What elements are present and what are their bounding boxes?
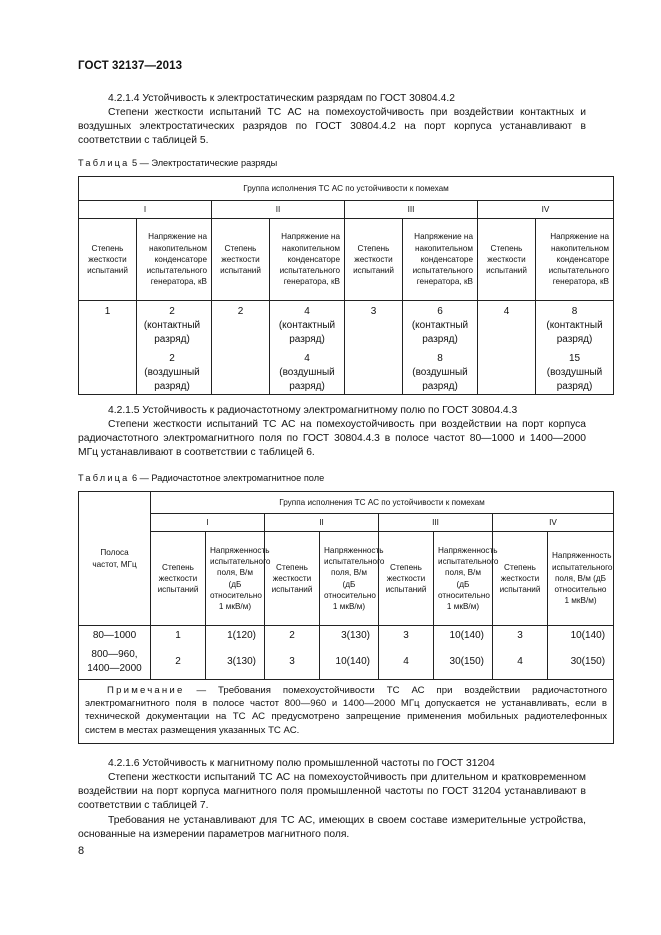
table5-col-voltage-2: Напряжение на накопительном конденсаторе испытательного генератора, кВ bbox=[270, 219, 345, 301]
page-number: 8 bbox=[78, 845, 85, 857]
table6-caption-rest: 6 — Радиочастотное электромагнитное поле bbox=[129, 473, 325, 483]
table6-group-ii: II bbox=[265, 514, 379, 532]
table6-cell: 2 bbox=[151, 646, 206, 680]
document-header: ГОСТ 32137—2013 bbox=[78, 60, 183, 72]
section-4215-title: 4.2.1.5 Устойчивость к радиочастотному электромагнитному полю по ГОСТ 30804.4.3 bbox=[108, 405, 518, 416]
table6-cell: 2 bbox=[265, 626, 320, 646]
table6-cell: 10(140) bbox=[320, 646, 379, 680]
table5-degree: 1 bbox=[79, 301, 137, 395]
section-4215-text: Степени жесткости испытаний ТС АС на помехоустойчивость при воздействии на порт корпуса радиочастотного электромагнитного поля по ГОСТ 30804.4.3 в полосе частот 80—1000 и 1400—2000 МГц устанавливают в соответствии с таблицей 6. bbox=[78, 419, 586, 459]
table6-group-header: Группа исполнения ТС АС по устойчивости к помехам bbox=[151, 492, 614, 514]
table5-col-voltage-1: Напряжение на накопительном конденсаторе испытательного генератора, кВ bbox=[137, 219, 212, 301]
table6-col-degree-4: Степень жесткости испытаний bbox=[493, 532, 548, 626]
table6-cell: 3 bbox=[379, 626, 434, 646]
table6-cell: 10(140) bbox=[548, 626, 614, 646]
table6-cell: 30(150) bbox=[548, 646, 614, 680]
air-value: 15 bbox=[568, 352, 581, 364]
air-value: 2 bbox=[169, 352, 175, 364]
table6-note bbox=[79, 680, 614, 744]
table5-group-i: I bbox=[79, 201, 212, 219]
contact-label: (контактный разряд) bbox=[411, 320, 469, 346]
table5-caption bbox=[78, 158, 277, 168]
section-4214-text: Степени жесткости испытаний ТС АС на помехоустойчивость при воздействии контактных и воздушных электростатических разрядов по ГОСТ 30804.4.2 на порт корпуса устанавливают в соответствии с таблицей 5. bbox=[78, 107, 586, 147]
table6-row-band: 800—960, 1400—2000 bbox=[79, 646, 151, 680]
table5-voltage-cell bbox=[403, 301, 478, 395]
table5-caption-rest: 5 — Электростатические разряды bbox=[129, 158, 278, 168]
air-label: (воздушный разряд) bbox=[144, 366, 200, 393]
table6 bbox=[78, 491, 614, 744]
table5-degree: 2 bbox=[212, 301, 270, 395]
table5-voltage-cell bbox=[536, 301, 614, 395]
table5-caption-word: Таблица bbox=[78, 158, 130, 168]
table6-caption bbox=[78, 473, 324, 483]
table5-degree: 3 bbox=[345, 301, 403, 395]
table5-voltage-cell bbox=[137, 301, 212, 395]
table5-group-iii: III bbox=[345, 201, 478, 219]
contact-value: 8 bbox=[571, 306, 578, 317]
table6-col-degree-2: Степень жесткости испытаний bbox=[265, 532, 320, 626]
table6-note-text: — Требования помехоустойчивости ТС АС при воздействии радиочастотного электромагнитного поля в полосе частот 800—960 и 1400—2000 МГц допускается не устанавливать, если в технической документации на ТС АС предусмотрено запрещение применения мобильных радиотелефонных систем в местах размещения указанных ТС АС. bbox=[85, 685, 608, 736]
table6-col-degree-3: Степень жесткости испытаний bbox=[379, 532, 434, 626]
contact-value: 4 bbox=[304, 306, 310, 317]
contact-label: (контактный разряд) bbox=[278, 320, 336, 346]
table5-col-voltage-3: Напряжение на накопительном конденсаторе испытательного генератора, кВ bbox=[403, 219, 478, 301]
table5-group-iv: IV bbox=[478, 201, 614, 219]
table6-cell: 4 bbox=[379, 646, 434, 680]
contact-value: 2 bbox=[169, 306, 175, 317]
table6-band-header: Полоса частот, МГц bbox=[79, 492, 151, 626]
table6-col-strength-3: Напряженность испытательного поля, В/м (дБ относительно 1 мкВ/м) bbox=[434, 532, 493, 626]
table5-col-degree-1: Степень жесткости испытаний bbox=[79, 219, 137, 301]
table6-cell: 10(140) bbox=[434, 626, 493, 646]
table6-cell: 3(130) bbox=[320, 626, 379, 646]
table6-cell: 4 bbox=[493, 646, 548, 680]
section-4214-title: 4.2.1.4 Устойчивость к электростатическим разрядам по ГОСТ 30804.4.2 bbox=[108, 93, 455, 104]
table6-cell: 1 bbox=[151, 626, 206, 646]
table5-col-voltage-4: Напряжение на накопительном конденсаторе испытательного генератора, кВ bbox=[536, 219, 614, 301]
table6-caption-word: Таблица bbox=[78, 473, 130, 483]
contact-label: (контактный разряд) bbox=[143, 320, 201, 346]
table6-cell: 1(120) bbox=[206, 626, 265, 646]
air-value: 4 bbox=[304, 352, 310, 364]
table6-note-word: Примечание bbox=[107, 685, 185, 696]
table6-cell: 30(150) bbox=[434, 646, 493, 680]
table5-group-ii: II bbox=[212, 201, 345, 219]
table5 bbox=[78, 176, 614, 395]
table6-cell: 3(130) bbox=[206, 646, 265, 680]
table6-group-i: I bbox=[151, 514, 265, 532]
section-4216-title: 4.2.1.6 Устойчивость к магнитному полю промышленной частоты по ГОСТ 31204 bbox=[108, 758, 495, 769]
table6-cell: 3 bbox=[493, 626, 548, 646]
table5-voltage-cell bbox=[270, 301, 345, 395]
air-label: (воздушный разряд) bbox=[412, 366, 468, 393]
air-label: (воздушный разряд) bbox=[546, 366, 603, 393]
contact-value: 6 bbox=[437, 306, 443, 317]
table5-col-degree-4: Степень жесткости испытаний bbox=[478, 219, 536, 301]
table6-group-iii: III bbox=[379, 514, 493, 532]
table6-cell: 3 bbox=[265, 646, 320, 680]
table6-col-strength-2: Напряженность испытательного поля, В/м (дБ относительно 1 мкВ/м) bbox=[320, 532, 379, 626]
table5-group-header: Группа исполнения ТС АС по устойчивости к помехам bbox=[79, 177, 614, 201]
table6-col-strength-4: Напряженность испытательного поля, В/м (дБ относительно 1 мкВ/м) bbox=[548, 532, 614, 626]
air-label: (воздушный разряд) bbox=[279, 366, 335, 393]
table6-col-strength-1: Напряженность испытательного поля, В/м (дБ относительно 1 мкВ/м) bbox=[206, 532, 265, 626]
section-4216-text2: Требования не устанавливают для ТС АС, имеющих в своем составе измерительные устройства, основанные на измерении параметров магнитного поля. bbox=[78, 815, 586, 841]
air-value: 8 bbox=[437, 352, 443, 364]
table5-col-degree-2: Степень жесткости испытаний bbox=[212, 219, 270, 301]
contact-label: (контактный разряд) bbox=[546, 320, 603, 346]
table6-group-iv: IV bbox=[493, 514, 614, 532]
table5-col-degree-3: Степень жесткости испытаний bbox=[345, 219, 403, 301]
table6-row-band: 80—1000 bbox=[79, 626, 151, 646]
table5-degree: 4 bbox=[478, 301, 536, 395]
section-4216-text1: Степени жесткости испытаний ТС АС на помехоустойчивость при длительном и кратковременном воздействии на порт корпуса магнитного поля промышленной частоты по ГОСТ 31204 устанавливают в соответствии с таблицей 7. bbox=[78, 772, 586, 812]
table6-col-degree-1: Степень жесткости испытаний bbox=[151, 532, 206, 626]
